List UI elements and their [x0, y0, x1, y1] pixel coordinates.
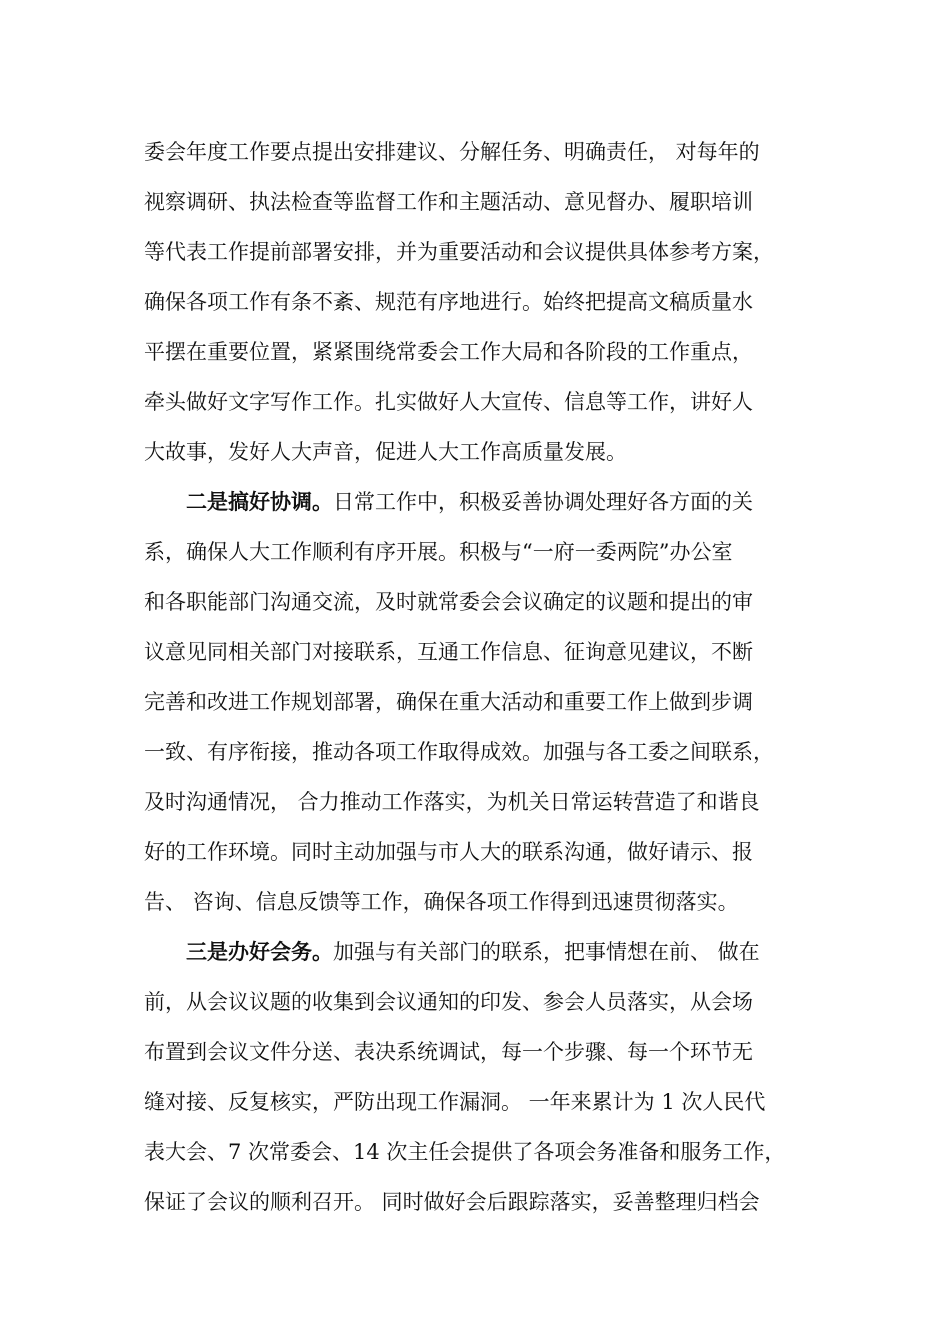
- paragraph-2-line-9: 告、 咨询、信息反馈等工作，确保各项工作得到迅速贯彻落实。: [144, 890, 739, 914]
- paragraph-1-line-5: 平摆在重要位置，紧紧围绕常委会工作大局和各阶段的工作重点，: [144, 340, 753, 364]
- paragraph-1-line-1: 委会年度工作要点提出安排建议、分解任务、明确责任， 对每年的: [144, 140, 760, 164]
- paragraph-1-line-4: 确保各项工作有条不紊、规范有序地进行。始终把提高文稿质量水: [144, 290, 753, 314]
- paragraph-3-line-1: [186, 927, 824, 977]
- paragraph-1-line-2: 视察调研、执法检查等监督工作和主题活动、意见督办、履职培训: [144, 190, 753, 214]
- paragraph-3-line-4: 缝对接、反复核实，严防出现工作漏洞。 一年来累计为 1 次人民代: [144, 1090, 766, 1114]
- paragraph-2-line-1: [186, 477, 824, 527]
- paragraph-2-line-3: 和各职能部门沟通交流，及时就常委会会议确定的议题和提出的审: [144, 590, 753, 614]
- paragraph-1-line-3: 等代表工作提前部署安排，并为重要活动和会议提供具体参考方案，: [144, 240, 774, 264]
- paragraph-2-line-7: 及时沟通情况， 合力推动工作落实，为机关日常运转营造了和谐良: [144, 790, 760, 814]
- paragraph-2-lead: 二是搞好协调。: [186, 490, 333, 514]
- paragraph-3-line-3: 布置到会议文件分送、表决系统调试，每一个步骤、每一个环节无: [144, 1040, 753, 1064]
- paragraph-2-line-5: 完善和改进工作规划部署，确保在重大活动和重要工作上做到步调: [144, 690, 753, 714]
- paragraph-1-line-6: 牵头做好文字写作工作。扎实做好人大宣传、信息等工作，讲好人: [144, 390, 753, 414]
- paragraph-3-lead: 三是办好会务。: [186, 940, 333, 964]
- paragraph-2-line-6: 一致、有序衔接，推动各项工作取得成效。加强与各工委之间联系，: [144, 740, 774, 764]
- paragraph-2-line-8: 好的工作环境。同时主动加强与市人大的联系沟通，做好请示、报: [144, 840, 753, 864]
- paragraph-2-line-4: 议意见同相关部门对接联系，互通工作信息、征询意见建议，不断: [144, 640, 753, 664]
- paragraph-3-line-5: 表大会、7 次常委会、14 次主任会提供了各项会务准备和服务工作，: [144, 1140, 786, 1164]
- paragraph-3-line-6: 保证了会议的顺利召开。 同时做好会后跟踪落实，妥善整理归档会: [144, 1190, 760, 1214]
- paragraph-3-first-line-text: 加强与有关部门的联系，把事情想在前、 做在: [333, 940, 760, 964]
- paragraph-3-line-2: 前，从会议议题的收集到会议通知的印发、参会人员落实，从会场: [144, 990, 753, 1014]
- paragraph-2-line-2: 系，确保人大工作顺利有序开展。积极与“一府一委两院”办公室: [144, 540, 733, 564]
- paragraph-2-first-line-text: 日常工作中，积极妥善协调处理好各方面的关: [333, 490, 753, 514]
- paragraph-1-line-7: 大故事，发好人大声音，促进人大工作高质量发展。: [144, 440, 627, 464]
